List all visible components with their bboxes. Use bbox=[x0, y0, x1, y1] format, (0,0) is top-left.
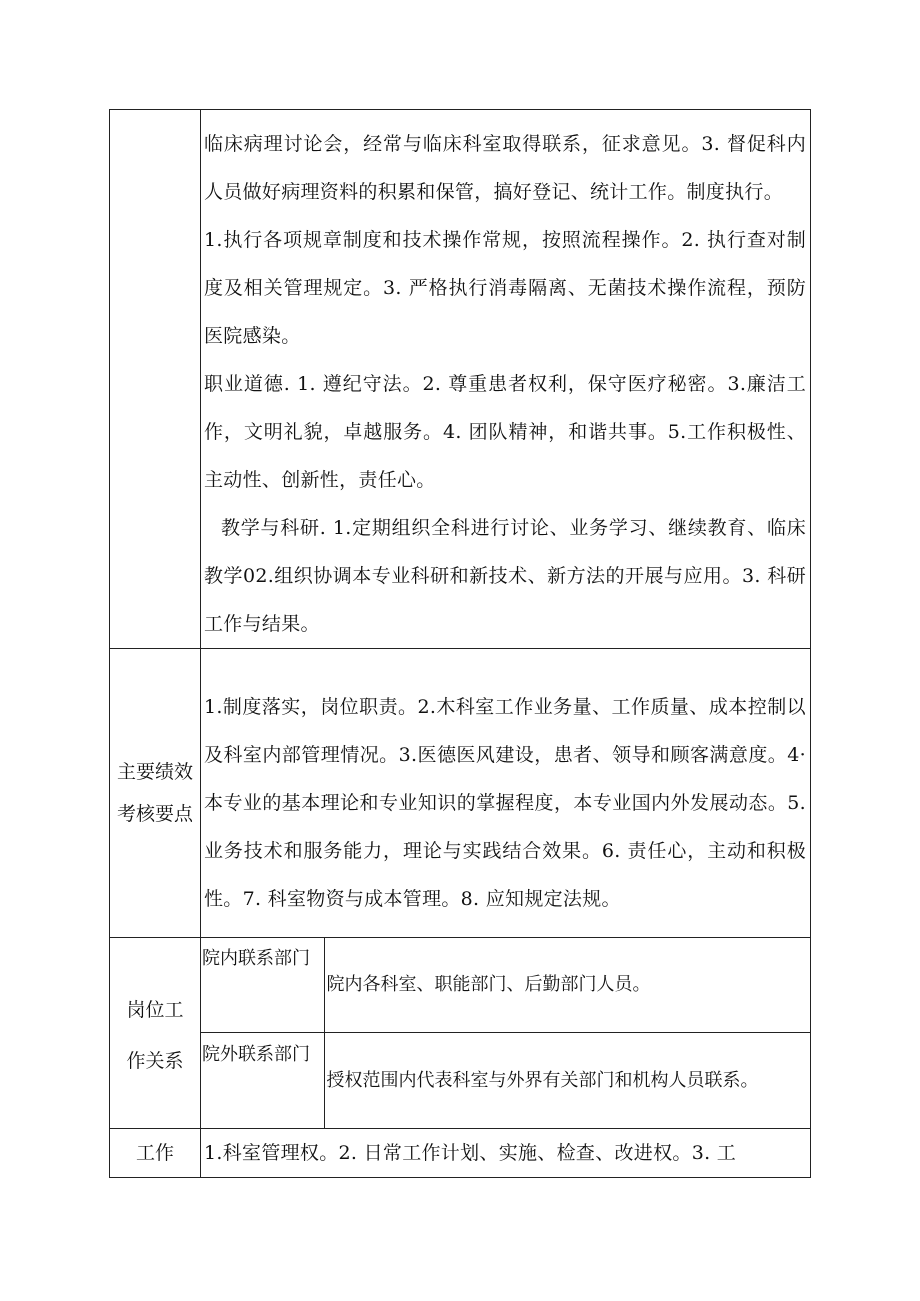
duties-content-cell bbox=[201, 110, 811, 649]
performance-label-line-2: 考核要点 bbox=[116, 803, 193, 825]
authority-text: 1.科室管理权。2. 日常工作计划、实施、检查、改进权。3. 工 bbox=[204, 1142, 737, 1164]
authority-row bbox=[110, 1129, 811, 1178]
external-relations-row bbox=[200, 1033, 811, 1130]
job-description-table bbox=[109, 109, 811, 1178]
relations-content-cell bbox=[201, 938, 811, 1129]
performance-content-cell bbox=[201, 649, 811, 938]
duties-paragraph-1: 临床病理讨论会，经常与临床科室取得联系，征求意见。3. 督促科内人员做好病理资料的积累和保管，搞好登记、统计工作。制度执行。 bbox=[204, 133, 806, 203]
authority-content-cell bbox=[201, 1129, 811, 1178]
internal-label: 院内联系部门 bbox=[202, 948, 310, 969]
external-text: 授权范围内代表科室与外界有关部门和机构人员联系。 bbox=[326, 1070, 759, 1091]
relations-label-line-2: 作关系 bbox=[126, 1050, 184, 1072]
relations-subtable bbox=[200, 937, 811, 1129]
authority-label: 工作 bbox=[135, 1142, 174, 1164]
external-label-cell bbox=[200, 1033, 324, 1130]
external-label: 院外联系部门 bbox=[202, 1044, 310, 1065]
duties-paragraph-2: 1.执行各项规章制度和技术操作常规，按照流程操作。2. 执行查对制度及相关管理规定。3. 严格执行消毒隔离、无菌技术操作流程，预防医院感染。 bbox=[204, 229, 806, 347]
duties-label-cell bbox=[110, 110, 201, 649]
duties-paragraph-4: 教学与科研. 1.定期组织全科进行讨论、业务学习、继续教育、临床教学02.组织协调本专业科研和新技术、新方法的开展与应用。3. 科研工作与结果。 bbox=[204, 517, 806, 635]
internal-text: 院内各科室、职能部门、后勤部门人员。 bbox=[326, 973, 651, 995]
relations-row bbox=[110, 938, 811, 1129]
performance-label-cell bbox=[110, 649, 201, 938]
internal-relations-row bbox=[200, 937, 811, 1033]
performance-row bbox=[110, 649, 811, 938]
duties-paragraph-3: 职业道德. 1. 遵纪守法。2. 尊重患者权利，保守医疗秘密。3.廉洁工作，文明礼貌，卓越服务。4. 团队精神，和谐共事。5.工作积极性、主动性、创新性，责任心。 bbox=[204, 373, 806, 491]
internal-label-cell bbox=[200, 937, 324, 1033]
internal-text-cell bbox=[324, 937, 811, 1033]
performance-text: 1.制度落实，岗位职责。2.木科室工作业务量、工作质量、成本控制以及科室内部管理情况。3.医德医风建设，患者、领导和顾客满意度。4·本专业的基本理论和专业知识的掌握程度，本专业国内外发展动态。5. 业务技术和服务能力，理论与实践结合效果。6. 责任心，主动和积极性。7. 科室物资与成本管理。8. 应知规定法规。 bbox=[204, 696, 806, 910]
external-text-cell bbox=[324, 1033, 811, 1130]
duties-row bbox=[110, 110, 811, 649]
relations-label-cell bbox=[110, 938, 201, 1129]
performance-label-line-1: 主要绩效 bbox=[116, 761, 193, 783]
authority-label-cell bbox=[110, 1129, 201, 1178]
relations-label-line-1: 岗位工 bbox=[126, 999, 184, 1021]
